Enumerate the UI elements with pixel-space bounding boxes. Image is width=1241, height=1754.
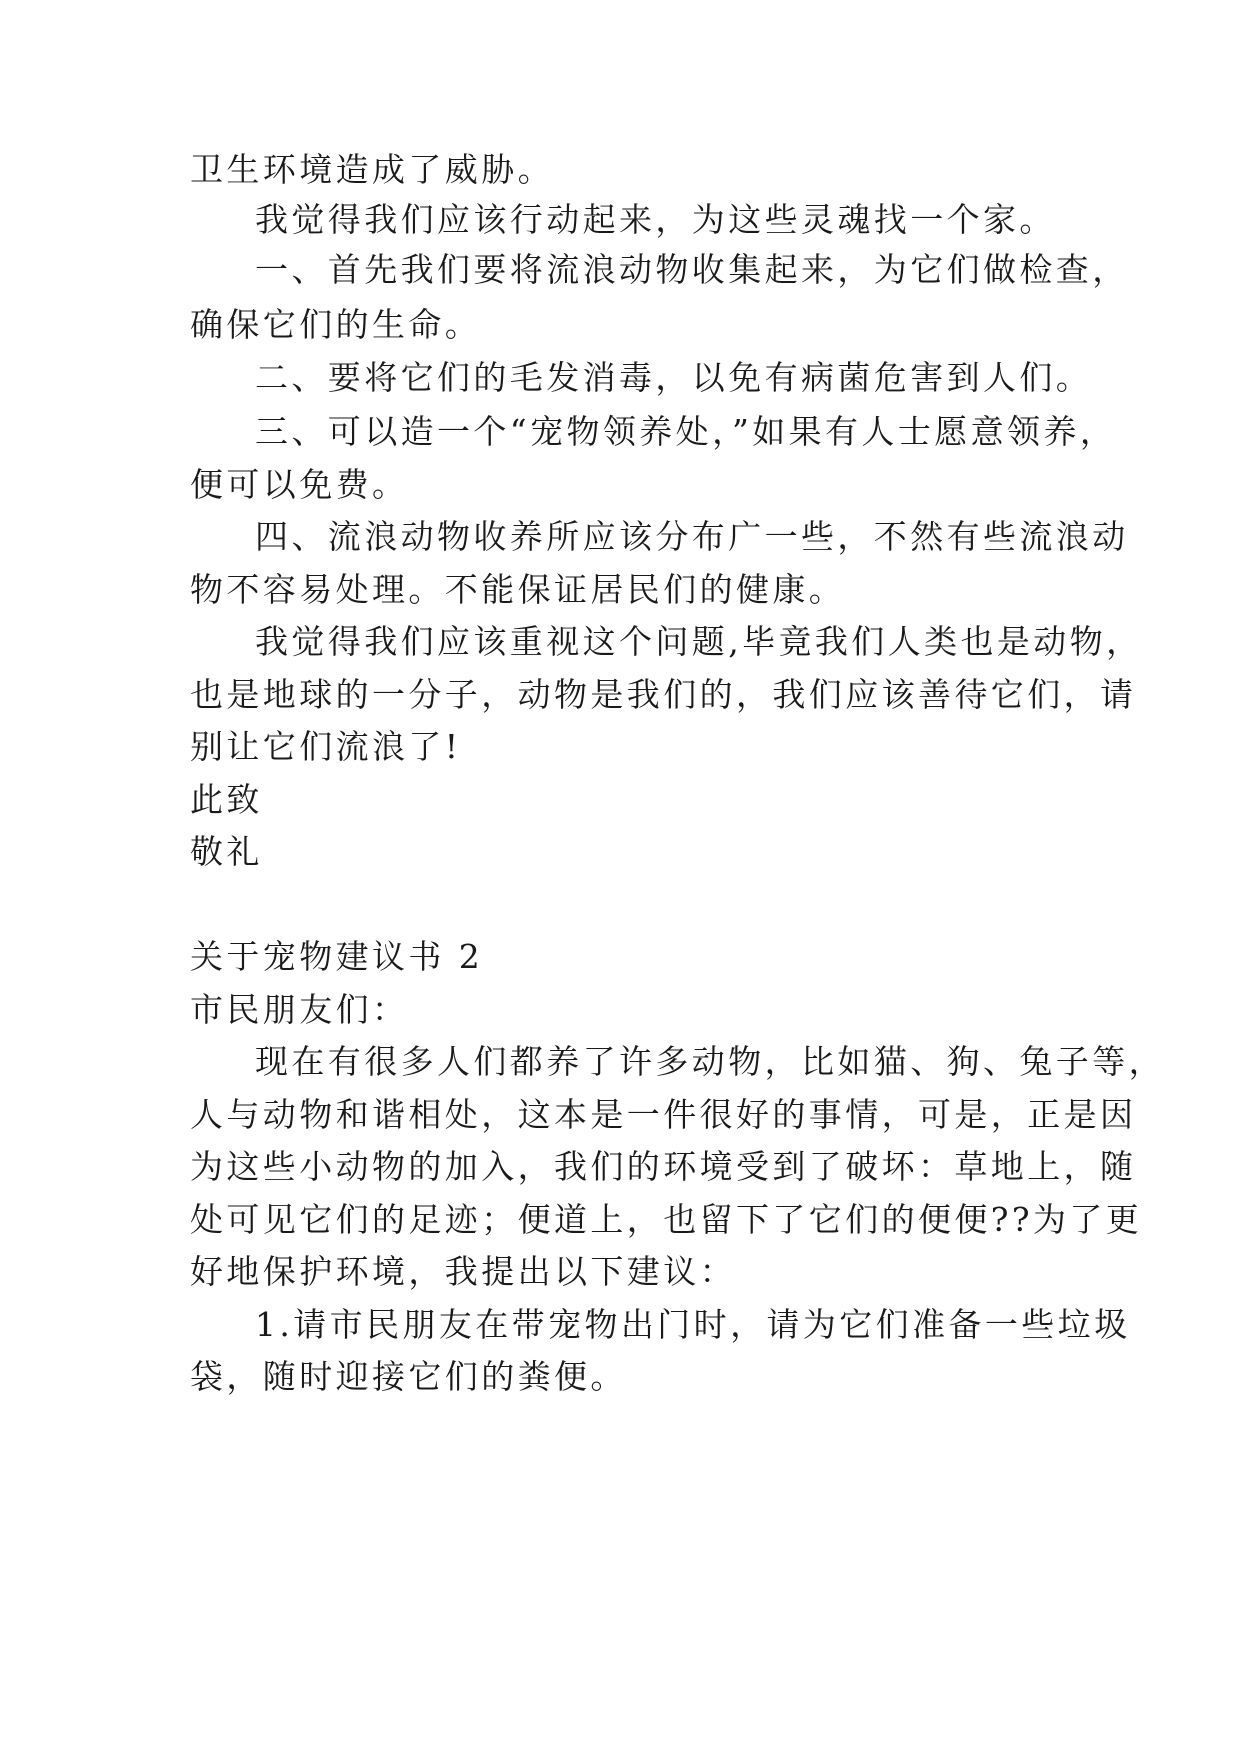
paragraph-line: 别让它们流浪了! [190,727,462,766]
paragraph-line: 便可以免费。 [190,465,409,504]
list-item: 二、要将它们的毛发消毒，以免有病菌危害到人们。 [255,358,1093,397]
paragraph-line: 为这些小动物的加入，我们的环境受到了破坏：草地上，随 [190,1147,1137,1186]
paragraph-line: 物不容易处理。不能保证居民们的健康。 [190,570,846,609]
paragraph-line: 我觉得我们应该重视这个问题,毕竟我们人类也是动物， [255,622,1143,661]
paragraph-line: 卫生环境造成了威胁。 [190,150,554,189]
paragraph-line: 好地保护环境，我提出以下建议： [190,1252,736,1291]
paragraph-line: 人与动物和谐相处，这本是一件很好的事情，可是，正是因 [190,1095,1137,1134]
paragraph-line: 我觉得我们应该行动起来，为这些灵魂找一个家。 [255,200,1056,239]
paragraph-line: 袋，随时迎接它们的粪便。 [190,1357,627,1396]
list-item: 三、可以造一个“宠物领养处，”如果有人士愿意领养， [255,412,1117,451]
closing-line: 此致 [190,780,263,819]
paragraph-line: 确保它们的生命。 [190,305,482,344]
paragraph-line: 也是地球的一分子，动物是我们的，我们应该善待它们，请 [190,675,1137,714]
closing-line: 敬礼 [190,832,263,871]
greeting: 市民朋友们： [190,990,409,1029]
list-item: 四、流浪动物收养所应该分布广一些，不然有些流浪动 [255,517,1129,556]
list-item: 一、首先我们要将流浪动物收集起来，为它们做检查， [255,250,1129,289]
paragraph-line: 处可见它们的足迹；便道上，也留下了它们的便便??为了更 [190,1200,1143,1239]
section-title: 关于宠物建议书 2 [190,937,484,976]
paragraph-line: 现在有很多人们都养了许多动物，比如猫、狗、兔子等， [255,1042,1165,1081]
list-item: 1.请市民朋友在带宠物出门时，请为它们准备一些垃圾 [255,1305,1131,1344]
